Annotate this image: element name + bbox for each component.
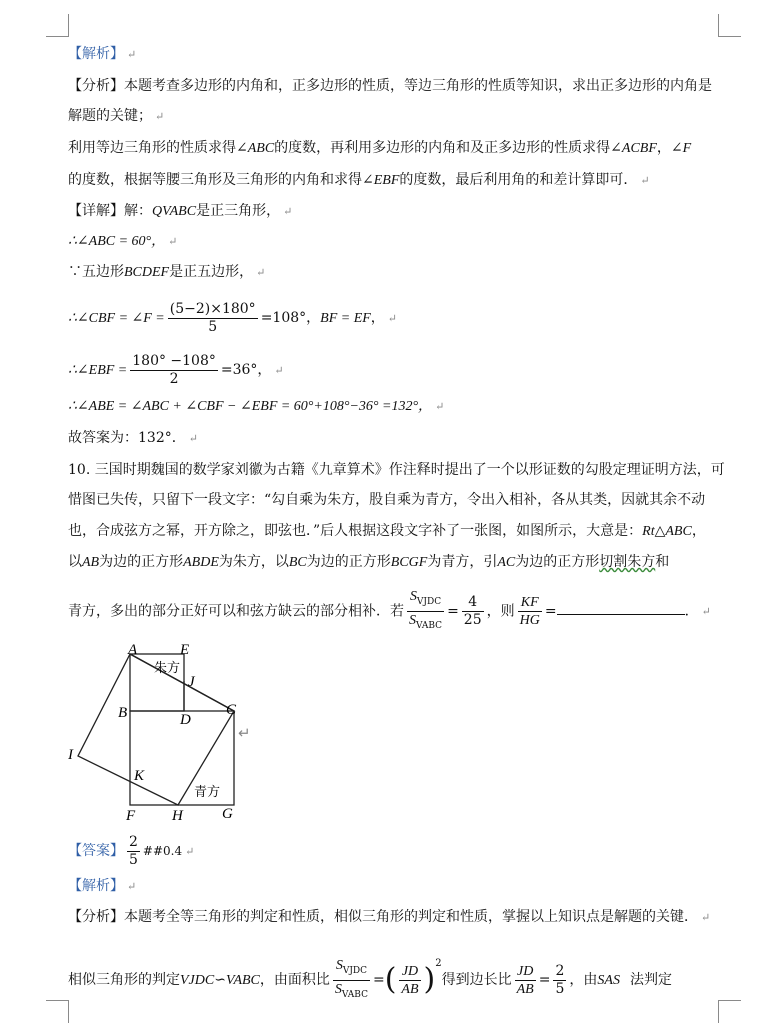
fraction-4-25: $\frac{4}{25}$ <box>463 593 482 628</box>
label-a: A <box>128 642 138 658</box>
label-e: E <box>180 642 190 658</box>
label-zhufang: 朱方 <box>154 661 181 676</box>
corner-mark-top-right <box>718 14 741 37</box>
label-b: B <box>118 705 128 721</box>
analysis-paragraph-1: 【分析】本题考查多边形的内角和，正多边形的性质，等边三角形的性质等知识，求出正多边形的内角是 <box>68 78 712 94</box>
label-g: G <box>222 806 233 822</box>
question-10-line-3: 也，合成弦方之幂，开方除之，即弦也．”后人根据这段文字补了一张图，如图所示，大意是：Rt△ABC， <box>68 523 706 539</box>
label-k: K <box>134 768 145 784</box>
label-f: F <box>126 808 136 824</box>
fraction-kf-hg: $\frac{KF}{HG}$ <box>519 594 540 628</box>
square-acki <box>78 654 234 805</box>
heading-analysis-1: 【解析】 ↵ <box>68 46 137 62</box>
fraction-interior-angle: $\frac{(5-2)\times 180^\circ}{5}$ <box>169 300 256 335</box>
analysis-paragraph-2-formula: 相似三角形的判定VJDC∽VABC，由面积比 $\frac{S_{VJDC}}{S_{VABC}}$ =( $\frac{JD}{AB}$ )$^2$得到边长比 $\frac{JD}{AB}$ = $\frac{2}{5}$ ，由SAS 法判定 <box>68 940 672 1005</box>
label-h: H <box>172 808 183 824</box>
hypotenuse-ac <box>130 654 234 711</box>
answer-line: 【答案】 $\frac{2}{5}$ ##0.4 ↵ <box>68 833 195 868</box>
corner-mark-top-left <box>46 14 69 37</box>
geometry-figure <box>68 640 268 825</box>
label-c: C <box>226 702 237 718</box>
answer-blank <box>557 600 685 615</box>
heading-analysis-2: 【解析】 ↵ <box>68 878 137 894</box>
label-j: J <box>188 674 195 690</box>
fraction-ebf: $\frac{180^\circ -108^\circ}{2}$ <box>132 352 216 387</box>
question-10-line-2: 惜图已失传，只留下一段文字：“勾自乘为朱方，股自乘为青方，令出入相补，各从其类，因就其余不动 <box>68 492 706 508</box>
svg-text:↵: ↵ <box>238 726 251 742</box>
fraction-area-ratio-2: $\frac{S_{VJDC}}{S_{VABC}}$ <box>334 957 368 1000</box>
solution-line-5: ∴∠EBF = $\frac{180^\circ -108^\circ}{2}$ =36°， ↵ <box>68 352 284 387</box>
label-i: I <box>68 747 73 763</box>
fraction-area-ratio: $\frac{S_{VJDC}}{S_{VABC}}$ <box>409 589 443 631</box>
question-10-line-1: 10. 三国时期魏国的数学家刘徽为古籍《九章算术》作注释时提出了一个以形证数的勾股定理证明方法，可 <box>68 462 725 478</box>
solution-line-2: ∴∠ABC = 60°， ↵ <box>68 234 178 249</box>
method-line-1: 利用等边三角形的性质求得∠ABC的度数，再利用多边形的内角和及正多边形的性质求得∠ACBF，∠F <box>68 140 692 156</box>
corner-mark-bottom-right <box>718 1000 741 1023</box>
fraction-2-5: $\frac{2}{5}$ <box>129 833 138 868</box>
corner-mark-bottom-left <box>46 1000 69 1023</box>
fraction-jd-ab: $\frac{JD}{AB}$ <box>516 963 534 997</box>
analysis-paragraph-2: 【分析】本题考全等三角形的判定和性质，相似三角形的判定和性质，掌握以上知识点是解题的关键． ↵ <box>68 909 711 925</box>
method-line-2: 的度数，根据等腰三角形及三角形的内角和求得∠EBF的度数，最后利用角的和差计算即可． ↵ <box>68 172 650 188</box>
solution-answer: 故答案为：132°． ↵ <box>68 430 198 446</box>
solution-line-6: ∴∠ABE = ∠ABC + ∠CBF − ∠EBF = 60°+108°−36° =132°， ↵ <box>68 399 445 414</box>
question-10-line-4: 以AB为边的正方形ABDE为朱方，以BC为边的正方形BCGF为青方，引AC为边的正方形切割朱方和 <box>68 554 670 570</box>
label-d: D <box>180 712 191 728</box>
fraction-jd-ab-squared: $\frac{JD}{AB}$ <box>401 963 419 997</box>
question-10-line-5: 青方，多出的部分正好可以和弦方缺云的部分相补．若 $\frac{S_{VJDC}}{S_{VABC}}$ = $\frac{4}{25}$ ，则 $\frac{KF}{HG}$ = ． ↵ <box>68 588 711 635</box>
solution-line-3: ∵五边形BCDEF是正五边形， ↵ <box>68 264 266 280</box>
fraction-2-5-b: $\frac{2}{5}$ <box>555 962 565 997</box>
label-qingfang: 青方 <box>194 785 221 800</box>
analysis-paragraph-1-cont: 解题的关键； ↵ <box>68 108 165 124</box>
solution-line-4: ∴∠CBF = ∠F = $\frac{(5-2)\times 180^\circ}{5}$ =108°，BF = EF， ↵ <box>68 300 398 335</box>
solution-line-1: 【详解】解：QVABC是正三角形， ↵ <box>68 203 293 219</box>
